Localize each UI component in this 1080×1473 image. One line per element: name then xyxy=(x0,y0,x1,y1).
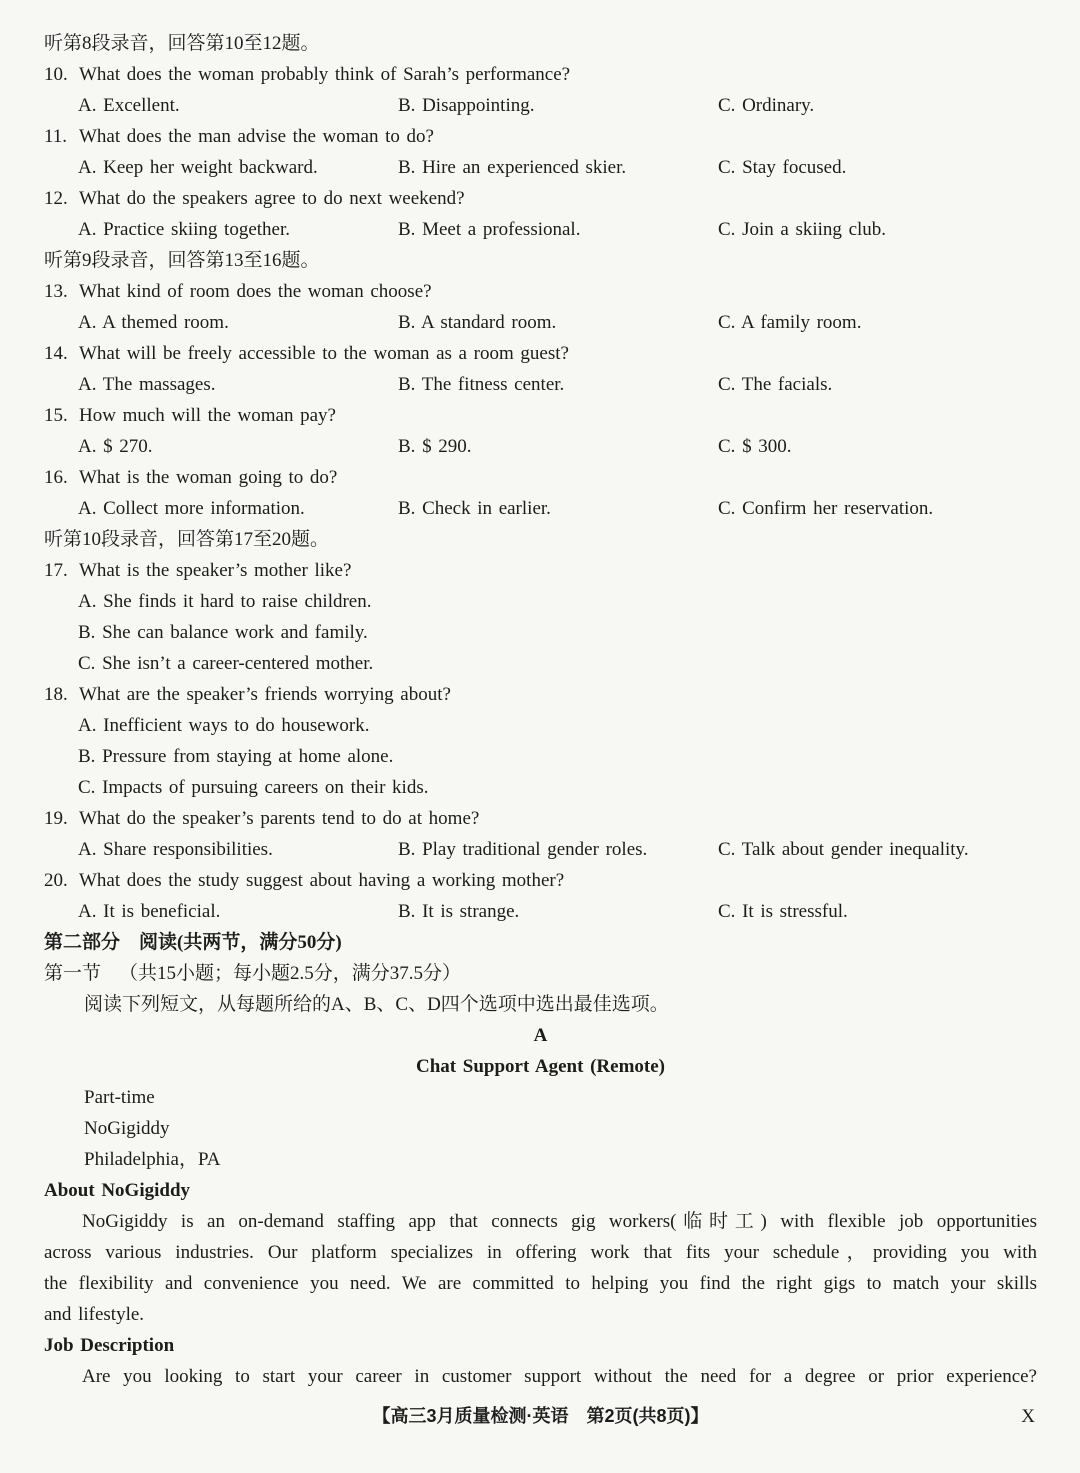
options-row xyxy=(78,834,1037,865)
question-text: What are the speaker’s friends worrying about? xyxy=(79,684,451,705)
option-c: C. Ordinary. xyxy=(718,95,815,116)
question-text: What does the man advise the woman to do? xyxy=(79,126,434,147)
option-a: A. It is beneficial. xyxy=(78,901,221,922)
option-c: C. The facials. xyxy=(718,374,833,395)
question-line xyxy=(44,462,1037,493)
question-block xyxy=(44,679,1037,803)
option-c: C. She isn’t a career-centered mother. xyxy=(78,653,374,674)
option-b: B. Play traditional gender roles. xyxy=(398,839,648,860)
option-b: B. Meet a professional. xyxy=(398,219,581,240)
listening-section-label: 听第9段录音，回答第13至16题。 xyxy=(44,250,320,271)
option-a: A. $ 270. xyxy=(78,436,153,457)
passage-subheading: About NoGigiddy xyxy=(44,1180,191,1201)
question-block xyxy=(44,276,1037,338)
options-row xyxy=(78,431,1037,462)
option-a: A. The massages. xyxy=(78,374,216,395)
options-row xyxy=(78,152,1037,183)
question-number: 16. xyxy=(44,467,68,488)
question-text: What do the speakers agree to do next weekend? xyxy=(79,188,465,209)
option-a: A. Excellent. xyxy=(78,95,180,116)
options-row xyxy=(78,214,1037,245)
passage-title: Chat Support Agent (Remote) xyxy=(416,1056,665,1077)
question-line xyxy=(44,276,1037,307)
question-line xyxy=(44,555,1037,586)
question-line xyxy=(44,400,1037,431)
exam-content xyxy=(44,28,1037,1392)
option-b: B. A standard room. xyxy=(398,312,557,333)
question-block xyxy=(44,121,1037,183)
passage-letter: A xyxy=(533,1025,548,1046)
question-text: What does the woman probably think of Sarah’s performance? xyxy=(79,64,571,85)
option-a: A. A themed room. xyxy=(78,312,229,333)
option-a: A. Collect more information. xyxy=(78,498,305,519)
question-text: What will be freely accessible to the woman as a room guest? xyxy=(79,343,569,364)
option-b: B. Hire an experienced skier. xyxy=(398,157,627,178)
question-number: 11. xyxy=(44,126,68,147)
question-block xyxy=(44,338,1037,400)
question-block xyxy=(44,865,1037,927)
options-row xyxy=(78,493,1037,524)
question-number: 20. xyxy=(44,870,68,891)
part-two-header: 第二部分 阅读(共两节，满分50分) xyxy=(44,932,342,953)
question-number: 12. xyxy=(44,188,68,209)
passage-text-line: across various industries. Our platform specializes in offering work that fits your schedule，providing you with xyxy=(44,1242,1037,1263)
options-row xyxy=(78,896,1037,927)
question-block xyxy=(44,59,1037,121)
option-c: C. Stay focused. xyxy=(718,157,847,178)
listening-section-label: 听第10段录音，回答第17至20题。 xyxy=(44,529,330,550)
question-number: 14. xyxy=(44,343,68,364)
question-number: 17. xyxy=(44,560,68,581)
listening-section-label: 听第8段录音，回答第10至12题。 xyxy=(44,33,320,54)
section-one-label: 第一节 xyxy=(44,963,102,984)
options-row xyxy=(78,90,1037,121)
question-number: 18. xyxy=(44,684,68,705)
option-b: B. The fitness center. xyxy=(398,374,565,395)
question-block xyxy=(44,803,1037,865)
option-c: C. Impacts of pursuing careers on their kids. xyxy=(78,777,429,798)
question-line xyxy=(44,865,1037,896)
question-line xyxy=(44,338,1037,369)
footer-version-mark: X xyxy=(1021,1406,1035,1427)
option-c: C. It is stressful. xyxy=(718,901,848,922)
question-line xyxy=(44,803,1037,834)
option-b: B. It is strange. xyxy=(398,901,520,922)
question-line xyxy=(44,59,1037,90)
option-a: A. Keep her weight backward. xyxy=(78,157,318,178)
option-c: C. Join a skiing club. xyxy=(718,219,887,240)
option-a: A. Practice skiing together. xyxy=(78,219,291,240)
passage-text-line: NoGigiddy is an on-demand staffing app that connects gig workers(临时工) with flexible job opportunities xyxy=(82,1211,1037,1232)
option-a: A. Share responsibilities. xyxy=(78,839,273,860)
question-block xyxy=(44,183,1037,245)
question-line xyxy=(44,183,1037,214)
passage-subheading: Job Description xyxy=(44,1335,175,1356)
option-a: A. Inefficient ways to do housework. xyxy=(78,715,370,736)
question-text: What kind of room does the woman choose? xyxy=(79,281,432,302)
option-b: B. She can balance work and family. xyxy=(78,622,368,643)
option-a: A. She finds it hard to raise children. xyxy=(78,591,372,612)
passage-text-line: Are you looking to start your career in customer support without the need for a degree or prior experience? xyxy=(82,1366,1037,1387)
question-number: 13. xyxy=(44,281,68,302)
section-one-header xyxy=(44,958,1037,989)
question-number: 10. xyxy=(44,64,68,85)
question-number: 15. xyxy=(44,405,68,426)
option-b: B. Check in earlier. xyxy=(398,498,551,519)
question-line xyxy=(44,679,1037,710)
question-text: What does the study suggest about having a working mother? xyxy=(79,870,565,891)
options-row xyxy=(78,369,1037,400)
passage-text-line: the flexibility and convenience you need. We are committed to helping you find the right gigs to match your skills xyxy=(44,1273,1037,1294)
passage-text-line: and lifestyle. xyxy=(44,1304,145,1325)
question-block xyxy=(44,400,1037,462)
question-number: 19. xyxy=(44,808,68,829)
reading-instruction: 阅读下列短文，从每题所给的A、B、C、D四个选项中选出最佳选项。 xyxy=(84,994,669,1015)
footer-exam-title-page: 【高三3月质量检测·英语 第2页(共8页)】 xyxy=(372,1406,709,1426)
question-text: How much will the woman pay? xyxy=(79,405,336,426)
option-c: C. $ 300. xyxy=(718,436,792,457)
question-text: What is the woman going to do? xyxy=(79,467,338,488)
question-block xyxy=(44,555,1037,679)
job-meta-line: Philadelphia，PA xyxy=(84,1149,221,1170)
job-meta-line: NoGigiddy xyxy=(84,1118,170,1139)
option-b: B. Disappointing. xyxy=(398,95,535,116)
option-b: B. $ 290. xyxy=(398,436,472,457)
question-text: What is the speaker’s mother like? xyxy=(79,560,352,581)
job-meta-line: Part-time xyxy=(84,1087,155,1108)
option-c: C. A family room. xyxy=(718,312,862,333)
question-block xyxy=(44,462,1037,524)
option-b: B. Pressure from staying at home alone. xyxy=(78,746,394,767)
section-one-note: （共15小题；每小题2.5分，满分37.5分） xyxy=(119,963,462,984)
option-c: C. Talk about gender inequality. xyxy=(718,839,969,860)
option-c: C. Confirm her reservation. xyxy=(718,498,934,519)
question-text: What do the speaker’s parents tend to do at home? xyxy=(79,808,480,829)
question-line xyxy=(44,121,1037,152)
page-footer xyxy=(44,1401,1037,1432)
options-row xyxy=(78,307,1037,338)
